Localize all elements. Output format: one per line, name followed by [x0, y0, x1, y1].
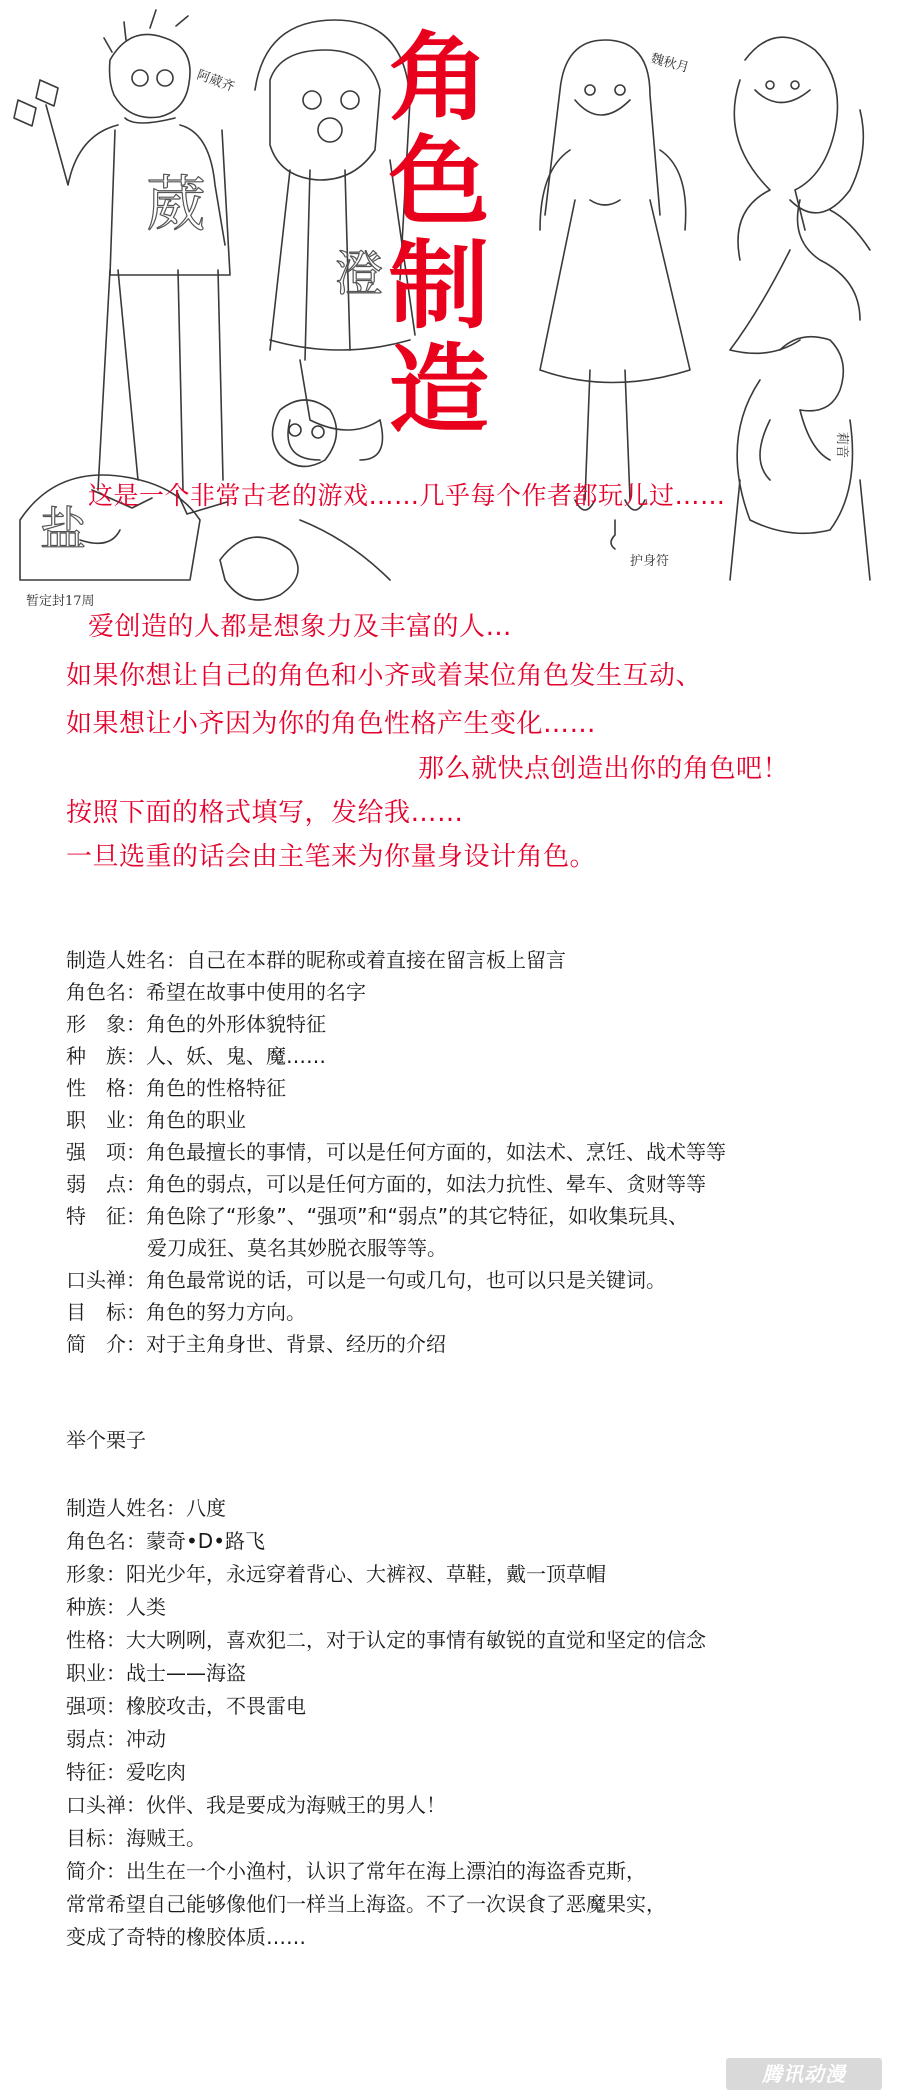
example-colon: ：	[126, 1529, 146, 1553]
example-colon: ：	[106, 1661, 126, 1685]
form-label: 特 征	[66, 1204, 126, 1228]
form-row	[66, 1168, 886, 1200]
form-text: 角色最擅长的事情，可以是任何方面的，如法术、烹饪、战术等等	[146, 1140, 726, 1164]
example-label: 种族	[66, 1595, 106, 1619]
sketch-name-4: 护身符	[630, 554, 670, 569]
form-colon: ：	[166, 948, 186, 972]
form-row	[66, 1040, 886, 1072]
form-colon: ：	[126, 1204, 146, 1228]
svg-text:澄: 澄	[335, 246, 384, 302]
example-text: 海贼王。	[126, 1826, 206, 1850]
example-label: 职业	[66, 1661, 106, 1685]
character-sketch-boy	[14, 10, 230, 514]
example-label: 目标	[66, 1826, 106, 1850]
example-label: 制造人姓名	[66, 1496, 166, 1520]
title-char: 造	[388, 334, 490, 446]
example-label: 性格	[66, 1628, 106, 1652]
form-row	[66, 1008, 886, 1040]
example-heading: 举个栗子	[66, 1428, 146, 1452]
form-row	[66, 976, 886, 1008]
form-text: 角色的职业	[146, 1108, 246, 1132]
example-label: 强项	[66, 1694, 106, 1718]
form-text: 角色的弱点，可以是任何方面的，如法力抗性、晕车、贪财等等	[146, 1172, 706, 1196]
form-label: 简 介	[66, 1332, 126, 1356]
form-label: 职 业	[66, 1108, 126, 1132]
form-row	[66, 1072, 886, 1104]
form-colon: ：	[126, 1300, 146, 1324]
example-label: 口头禅	[66, 1793, 126, 1817]
form-colon: ：	[126, 1140, 146, 1164]
form-label: 口头禅	[66, 1268, 126, 1292]
intro-line: 一旦选重的话会由主笔来为你量身设计角色。	[66, 842, 597, 872]
example-text: 战士——海盗	[126, 1661, 246, 1685]
example-row	[66, 1492, 886, 1525]
example-text: 伙伴、我是要成为海贼王的男人！	[146, 1793, 446, 1817]
form-text: 自己在本群的昵称或着直接在留言板上留言	[186, 948, 566, 972]
form-row	[66, 1296, 886, 1328]
example-text: 蒙奇•D•路飞	[146, 1529, 265, 1553]
example-row	[66, 1525, 886, 1558]
sketch-note: 暂定封17周	[26, 594, 95, 609]
svg-text:盐: 盐	[40, 502, 86, 556]
form-label: 强 项	[66, 1140, 126, 1164]
watermark-logo: 腾讯动漫	[726, 2058, 882, 2090]
example-colon: ：	[166, 1496, 186, 1520]
form-text: 角色的性格特征	[146, 1076, 286, 1100]
example-intro-continuation: 常常希望自己能够像他们一样当上海盗。不了一次误食了恶魔果实，	[66, 1892, 666, 1916]
character-form-template	[66, 944, 886, 1360]
sketch-name-1: 阿葳齐	[194, 67, 237, 96]
example-colon: ：	[106, 1595, 126, 1619]
form-row	[66, 1200, 886, 1232]
intro-line: 这是一个非常古老的游戏……几乎每个作者都玩儿过……	[88, 481, 726, 510]
example-row	[66, 1558, 886, 1591]
form-label: 弱 点	[66, 1172, 126, 1196]
intro-line: 如果想让小齐因为你的角色性格产生变化……	[66, 709, 597, 739]
character-sketch-girl-longhair	[730, 37, 870, 580]
example-label: 角色名	[66, 1529, 126, 1553]
form-row	[66, 944, 886, 976]
example-intro-continuation: 变成了奇特的橡胶体质……	[66, 1925, 306, 1949]
form-text: 角色最常说的话，可以是一句或几句，也可以只是关键词。	[146, 1268, 666, 1292]
form-text: 对于主角身世、背景、经历的介绍	[146, 1332, 446, 1356]
form-row	[66, 1136, 886, 1168]
example-row	[66, 1657, 886, 1690]
form-colon: ：	[126, 1108, 146, 1132]
example-row	[66, 1789, 886, 1822]
example-row	[66, 1690, 886, 1723]
form-colon: ：	[126, 1332, 146, 1356]
example-label: 特征	[66, 1760, 106, 1784]
example-row	[66, 1723, 886, 1756]
form-text: 角色的外形体貌特征	[146, 1012, 326, 1036]
example-label: 弱点	[66, 1727, 106, 1751]
example-row	[66, 1855, 886, 1888]
example-label: 简介	[66, 1859, 106, 1883]
form-label: 目 标	[66, 1300, 126, 1324]
form-row	[66, 1328, 886, 1360]
example-row	[66, 1624, 886, 1657]
example-text: 阳光少年，永远穿着背心、大裤衩、草鞋，戴一顶草帽	[126, 1562, 606, 1586]
example-row	[66, 1822, 886, 1855]
form-colon: ：	[126, 1172, 146, 1196]
page-title	[380, 22, 498, 446]
character-sketch-girl-dress	[540, 40, 690, 549]
intro-line: 如果你想让自己的角色和小齐或着某位角色发生互动、	[66, 661, 703, 691]
example-label: 形象	[66, 1562, 106, 1586]
form-feature-continuation: 爱刀成狂、莫名其妙脱衣服等等。	[147, 1236, 447, 1260]
form-row	[66, 1264, 886, 1296]
sketch-name-2: 魏秋月	[648, 51, 691, 76]
example-text: 人类	[126, 1595, 166, 1619]
example-text: 爱吃肉	[126, 1760, 186, 1784]
form-label: 性 格	[66, 1076, 126, 1100]
example-text: 冲动	[126, 1727, 166, 1751]
form-text: 人、妖、鬼、魔……	[146, 1044, 326, 1068]
svg-text:葳: 葳	[146, 170, 206, 240]
form-label: 种 族	[66, 1044, 126, 1068]
title-char: 色	[388, 126, 490, 238]
example-colon: ：	[126, 1793, 146, 1817]
example-row	[66, 1756, 886, 1789]
example-colon: ：	[106, 1727, 126, 1751]
form-text: 希望在故事中使用的名字	[146, 980, 366, 1004]
form-label: 形 象	[66, 1012, 126, 1036]
form-colon: ：	[126, 1012, 146, 1036]
title-char: 制	[388, 230, 490, 342]
form-text: 角色的努力方向。	[146, 1300, 306, 1324]
form-row	[66, 1104, 886, 1136]
example-colon: ：	[106, 1859, 126, 1883]
example-block	[66, 1492, 886, 1954]
intro-line: 爱创造的人都是想象力及丰富的人…	[88, 612, 513, 642]
form-colon: ：	[126, 1076, 146, 1100]
example-row	[66, 1591, 886, 1624]
example-colon: ：	[106, 1694, 126, 1718]
example-colon: ：	[106, 1760, 126, 1784]
intro-line: 按照下面的格式填写，发给我……	[66, 798, 464, 828]
title-char: 角	[388, 22, 490, 134]
example-text: 八度	[186, 1496, 226, 1520]
example-text: 出生在一个小渔村，认识了常年在海上漂泊的海盗香克斯，	[126, 1859, 646, 1883]
sketch-name-3: 莉音	[834, 432, 849, 459]
intro-line: 那么就快点创造出你的角色吧！	[418, 754, 790, 784]
form-colon: ：	[126, 1268, 146, 1292]
form-label: 制造人姓名	[66, 948, 166, 972]
form-label: 角色名	[66, 980, 126, 1004]
form-colon: ：	[126, 980, 146, 1004]
form-text: 角色除了“形象”、“强项”和“弱点”的其它特征，如收集玩具、	[146, 1204, 689, 1228]
example-text: 大大咧咧，喜欢犯二，对于认定的事情有敏锐的直觉和坚定的信念	[126, 1628, 706, 1652]
example-colon: ：	[106, 1628, 126, 1652]
example-text: 橡胶攻击，不畏雷电	[126, 1694, 306, 1718]
form-colon: ：	[126, 1044, 146, 1068]
example-colon: ：	[106, 1826, 126, 1850]
example-colon: ：	[106, 1562, 126, 1586]
